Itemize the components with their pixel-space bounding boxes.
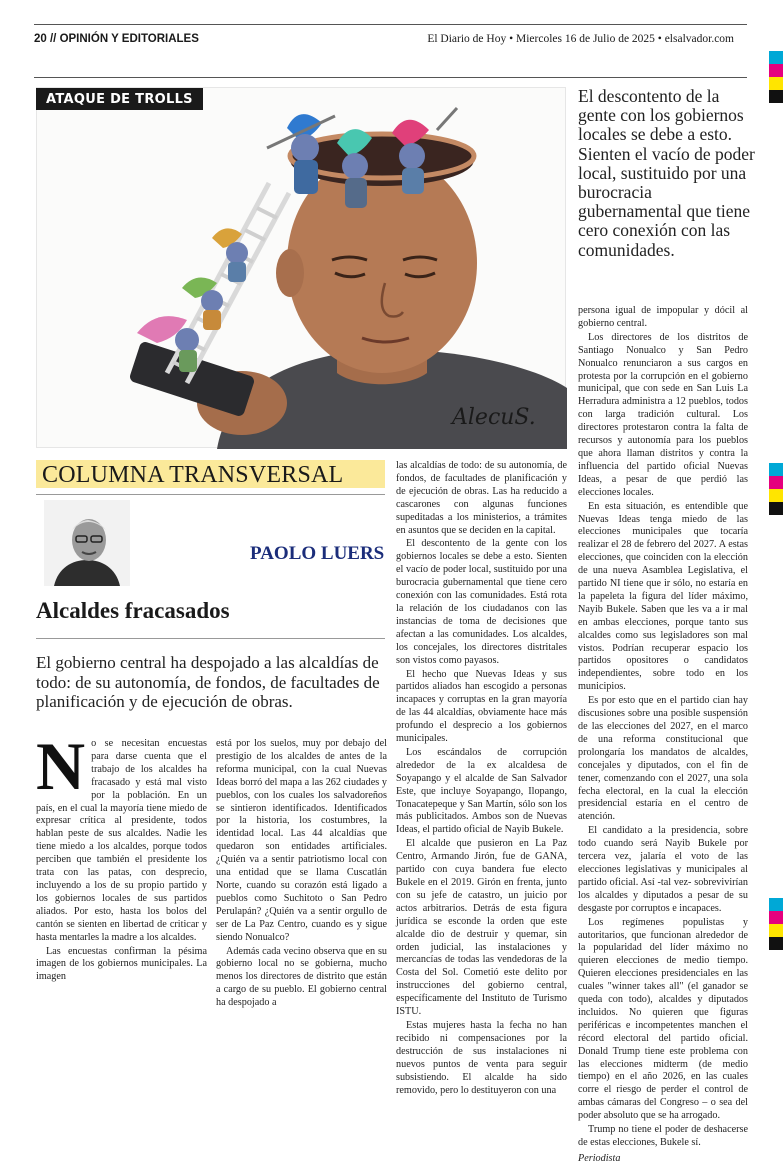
body-paragraph: las alcaldías de todo: de su autonomía, de fondos, de facultades de planificación y de ejecución de obras. Las ha reducido a cascarones con algunas funciones supeditadas a los ministerios, a trámites en asuntos que se deciden en la capital. (396, 460, 567, 536)
body-column-3 (396, 460, 567, 1098)
cmyk-yellow-mark (769, 77, 783, 90)
author-signature: Periodista (578, 1152, 621, 1164)
body-paragraph: Los regímenes populistas y autoritarios, que funcionan alrededor de la popularidad del líder máximo no quieren elecciones de medio tiempo. Quieren elecciones presidenciales en las cuales "winner takes all" (el ganador se queda con todo), alcaldes y diputados incluidos. No quieren que figuras periféricas e incompetentes manchen el récord electoral del partido oficial. Donald Trump tiene este problema con las elecciones midterm (de medio tiempo) en el año 2026, en las cuales corre el riesgo de perder el control de ambas cámaras del Congreso – o sea del poder absoluto que se ha arrogado. (578, 916, 748, 1122)
cartoon-illustration (37, 88, 567, 449)
column-rule (36, 494, 385, 495)
body-paragraph: persona igual de impopular y dócil al gobierno central. (578, 305, 748, 329)
cmyk-black-mark (769, 937, 783, 950)
cartoon-signature: AlecuS. (452, 405, 536, 430)
header-top-rule (34, 24, 747, 25)
body-paragraph: En esta situación, es entendible que Nuevas Ideas tenga miedo de las elecciones municipales que tocaría realizar el 28 de febrero del 2027. A estas elecciones, que coinciden con la elección de una nueva Asamblea Legislativa, el partido NI tiene que ir sólo, no estaría en la papeleta la figura del líder máximo, Nayib Bukele. Saben que les va a ir mal en ambas elecciones, porque tanto sus alcaldes como sus legisladores son mal vistos. Podrían recuperar espacio los partidos opositores o candidatos independientes, sobre todo en los municipios. (578, 500, 748, 693)
cmyk-magenta-mark (769, 476, 783, 489)
body-paragraph: Los escándalos de corrupción alrededor de la ex alcaldesa de Soyapango y el alcalde de San Salvador Este, que incluye Soyapango, Ilopango, Tonacatepeque y San Martín, sólo son los más publicitados. Ambos son de Nuevas Ideas, el partido oficial de Nayib Bukele. (396, 746, 567, 836)
dropcap: N (36, 728, 86, 804)
body-paragraph: Las encuestas confirman la pésima imagen de los gobiernos municipales. La imagen (36, 945, 207, 983)
body-paragraph: El candidato a la presidencia, sobre todo cuando será Nayib Bukele por tercera vez, jalaría el voto de las elecciones legislativas y municipales al partido oficial. Así -tal vez- sobrevivirían los alcaldes y diputados a pesar de su desgaste por corruptos e incapaces. (578, 825, 748, 914)
cmyk-yellow-mark (769, 489, 783, 502)
cmyk-magenta-mark (769, 911, 783, 924)
author-portrait (44, 500, 130, 586)
page-header (34, 33, 734, 45)
headline: Alcaldes fracasados (36, 598, 230, 623)
body-paragraph: Es por esto que en el partido cian hay discusiones sobre una posible suspensión de las elecciones del 2027, en el marco de una reforma constitucional que prolongaría los mandatos de alcaldes, concejales y diputados, con el fin de tener, comenzando con el 2027, una sola fecha electoral, en la cual la elección presidencial estaría en el centro de atención. (578, 695, 748, 823)
header-rule (34, 77, 747, 78)
body-paragraph: No se necesitan encuestas para darse cuenta que el trabajo de los alcaldes ha fracasado y está mal visto por la población. En un país, en el cual la mayoría tiene miedo de expresar crítica al presidente, todos hablan peste de sus alcaldes. Nadie les tiene miedo a los alcaldes, porque todos perciben que también el presidente los trata con las patas, con desprecio, incluyendo a los de su propio partido y los gobiernos locales de sus partidos aliados. Por esto, hasta los bolos del cantón se sienten en libertad de criticar y hasta mentarles la madre a los alcaldes. (36, 728, 207, 943)
page-section: 20 // OPINIÓN Y EDITORIALES (34, 33, 199, 45)
body-paragraph: Estas mujeres hasta la fecha no han recibido ni compensaciones por la destrucción de sus instalaciones ni nuevos puntos de venta para seguir subsistiendo. El alcalde ha sido removido, pero lo destituyeron con una (396, 1019, 567, 1096)
cmyk-magenta-mark (769, 64, 783, 77)
cartoon-tag: ATAQUE DE TROLLS (36, 88, 203, 110)
body-column-2 (216, 738, 387, 1011)
cmyk-yellow-mark (769, 924, 783, 937)
lede: El gobierno central ha despojado a las alcaldías de todo: de su autonomía, de fondos, de facultades de planificación y de ejecución de obras. (36, 653, 380, 711)
body-paragraph: está por los suelos, muy por debajo del prestigio de los alcaldes de antes de la reforma municipal, con la cual Nuevas Ideas borró del mapa a las 262 ciudades y pueblos, con los cuales los salvadoreños se sintieron identificados. Identificados por la historia, los costumbres, la identidad local. Las 44 alcaldías que quedaron son entidades artificiales. ¿Quién va a sentir patriotismo local con una entidad que se llama Cuscatlán Norte, cuando su corazón está ligado a pueblos como Suchitoto o San Pedro Perulapán? ¿Quién va a sentir orgullo de ser de La Paz Centro, cuando es y sigue siendo Nonualco? (216, 738, 387, 943)
body-paragraph: Además cada vecino observa que en su gobierno local no se gobierna, mucho menos los directores de distrito que están a cargo de su pueblo. El gobierno central ha despojado a (216, 945, 387, 1009)
pull-quote: El descontento de la gente con los gobiernos locales se debe a esto. Sienten el vacío de poder local, sustituido por una burocracia gubernamental que tiene cero conexión con las comunidades. (578, 86, 755, 260)
cmyk-cyan-mark (769, 51, 783, 64)
body-column-4 (578, 305, 748, 1167)
editorial-cartoon (36, 87, 566, 448)
cmyk-black-mark (769, 90, 783, 103)
body-column-1 (36, 728, 207, 985)
body-paragraph: Los directores de los distritos de Santiago Nonualco y San Pedro Nonualco renunciaron a sus cargos en protesta por la corrupción en el gobierno municipal, que con sede en San Luis La Herradura administra a 12 pueblos, todos con larga tradición cultural. Los directores protestaron contra la falta de recursos y autonomía para los pueblos que ahora llaman distritos y contra la influencia del partido oficial Nuevas Ideas, a pesar de que perdió las elecciones locales. (578, 331, 748, 498)
cmyk-cyan-mark (769, 463, 783, 476)
body-paragraph: El descontento de la gente con los gobiernos locales se debe a esto. Sienten el vacío de poder local, sustituido por una burocracia gubernamental que tiene cero conexión con las comunidades. Está rota la relación de los ciudadanos con las instancias de toma de decisiones que afectan a las comunidades. Los alcaldes, los concejales, los directores distritales son vistos como payasos. (396, 538, 567, 666)
author-name: PAOLO LUERS (250, 543, 385, 564)
body-paragraph: Trump no tiene el poder de deshacerse de estas elecciones, Bukele sí. (578, 1124, 748, 1148)
cmyk-cyan-mark (769, 898, 783, 911)
headline-rule (36, 638, 385, 639)
body-paragraph: El alcalde que pusieron en La Paz Centro, Armando Jirón, fue de GANA, partido con cuya bandera fue electo Bukele en el 2019. Girón en frenta, junto con su jefe de catastro, un juicio por actos arbitrarios. Detrás de esta figura jurídica se esconde la orden que este alcalde dio de destruir y quemar, sin orden judicial, las instalaciones y mercancías de todas las vendedoras de la Costa del Sol. Cometió este delito por instrucciones del gobierno central, específicamente del Instituto de Turismo ISTU. (396, 838, 567, 1018)
column-name: COLUMNA TRANSVERSAL (42, 462, 344, 488)
author-avatar (44, 500, 130, 586)
cmyk-black-mark (769, 502, 783, 515)
masthead-info: El Diario de Hoy • Miercoles 16 de Julio de 2025 • elsalvador.com (427, 33, 734, 45)
body-paragraph: El hecho que Nuevas Ideas y sus partidos aliados han escogido a personas incapaces y corruptas en la gran mayoría de las 44 alcaldías, obviamente hace más profundo el desprecio a los gobiernos municipales. (396, 668, 567, 745)
